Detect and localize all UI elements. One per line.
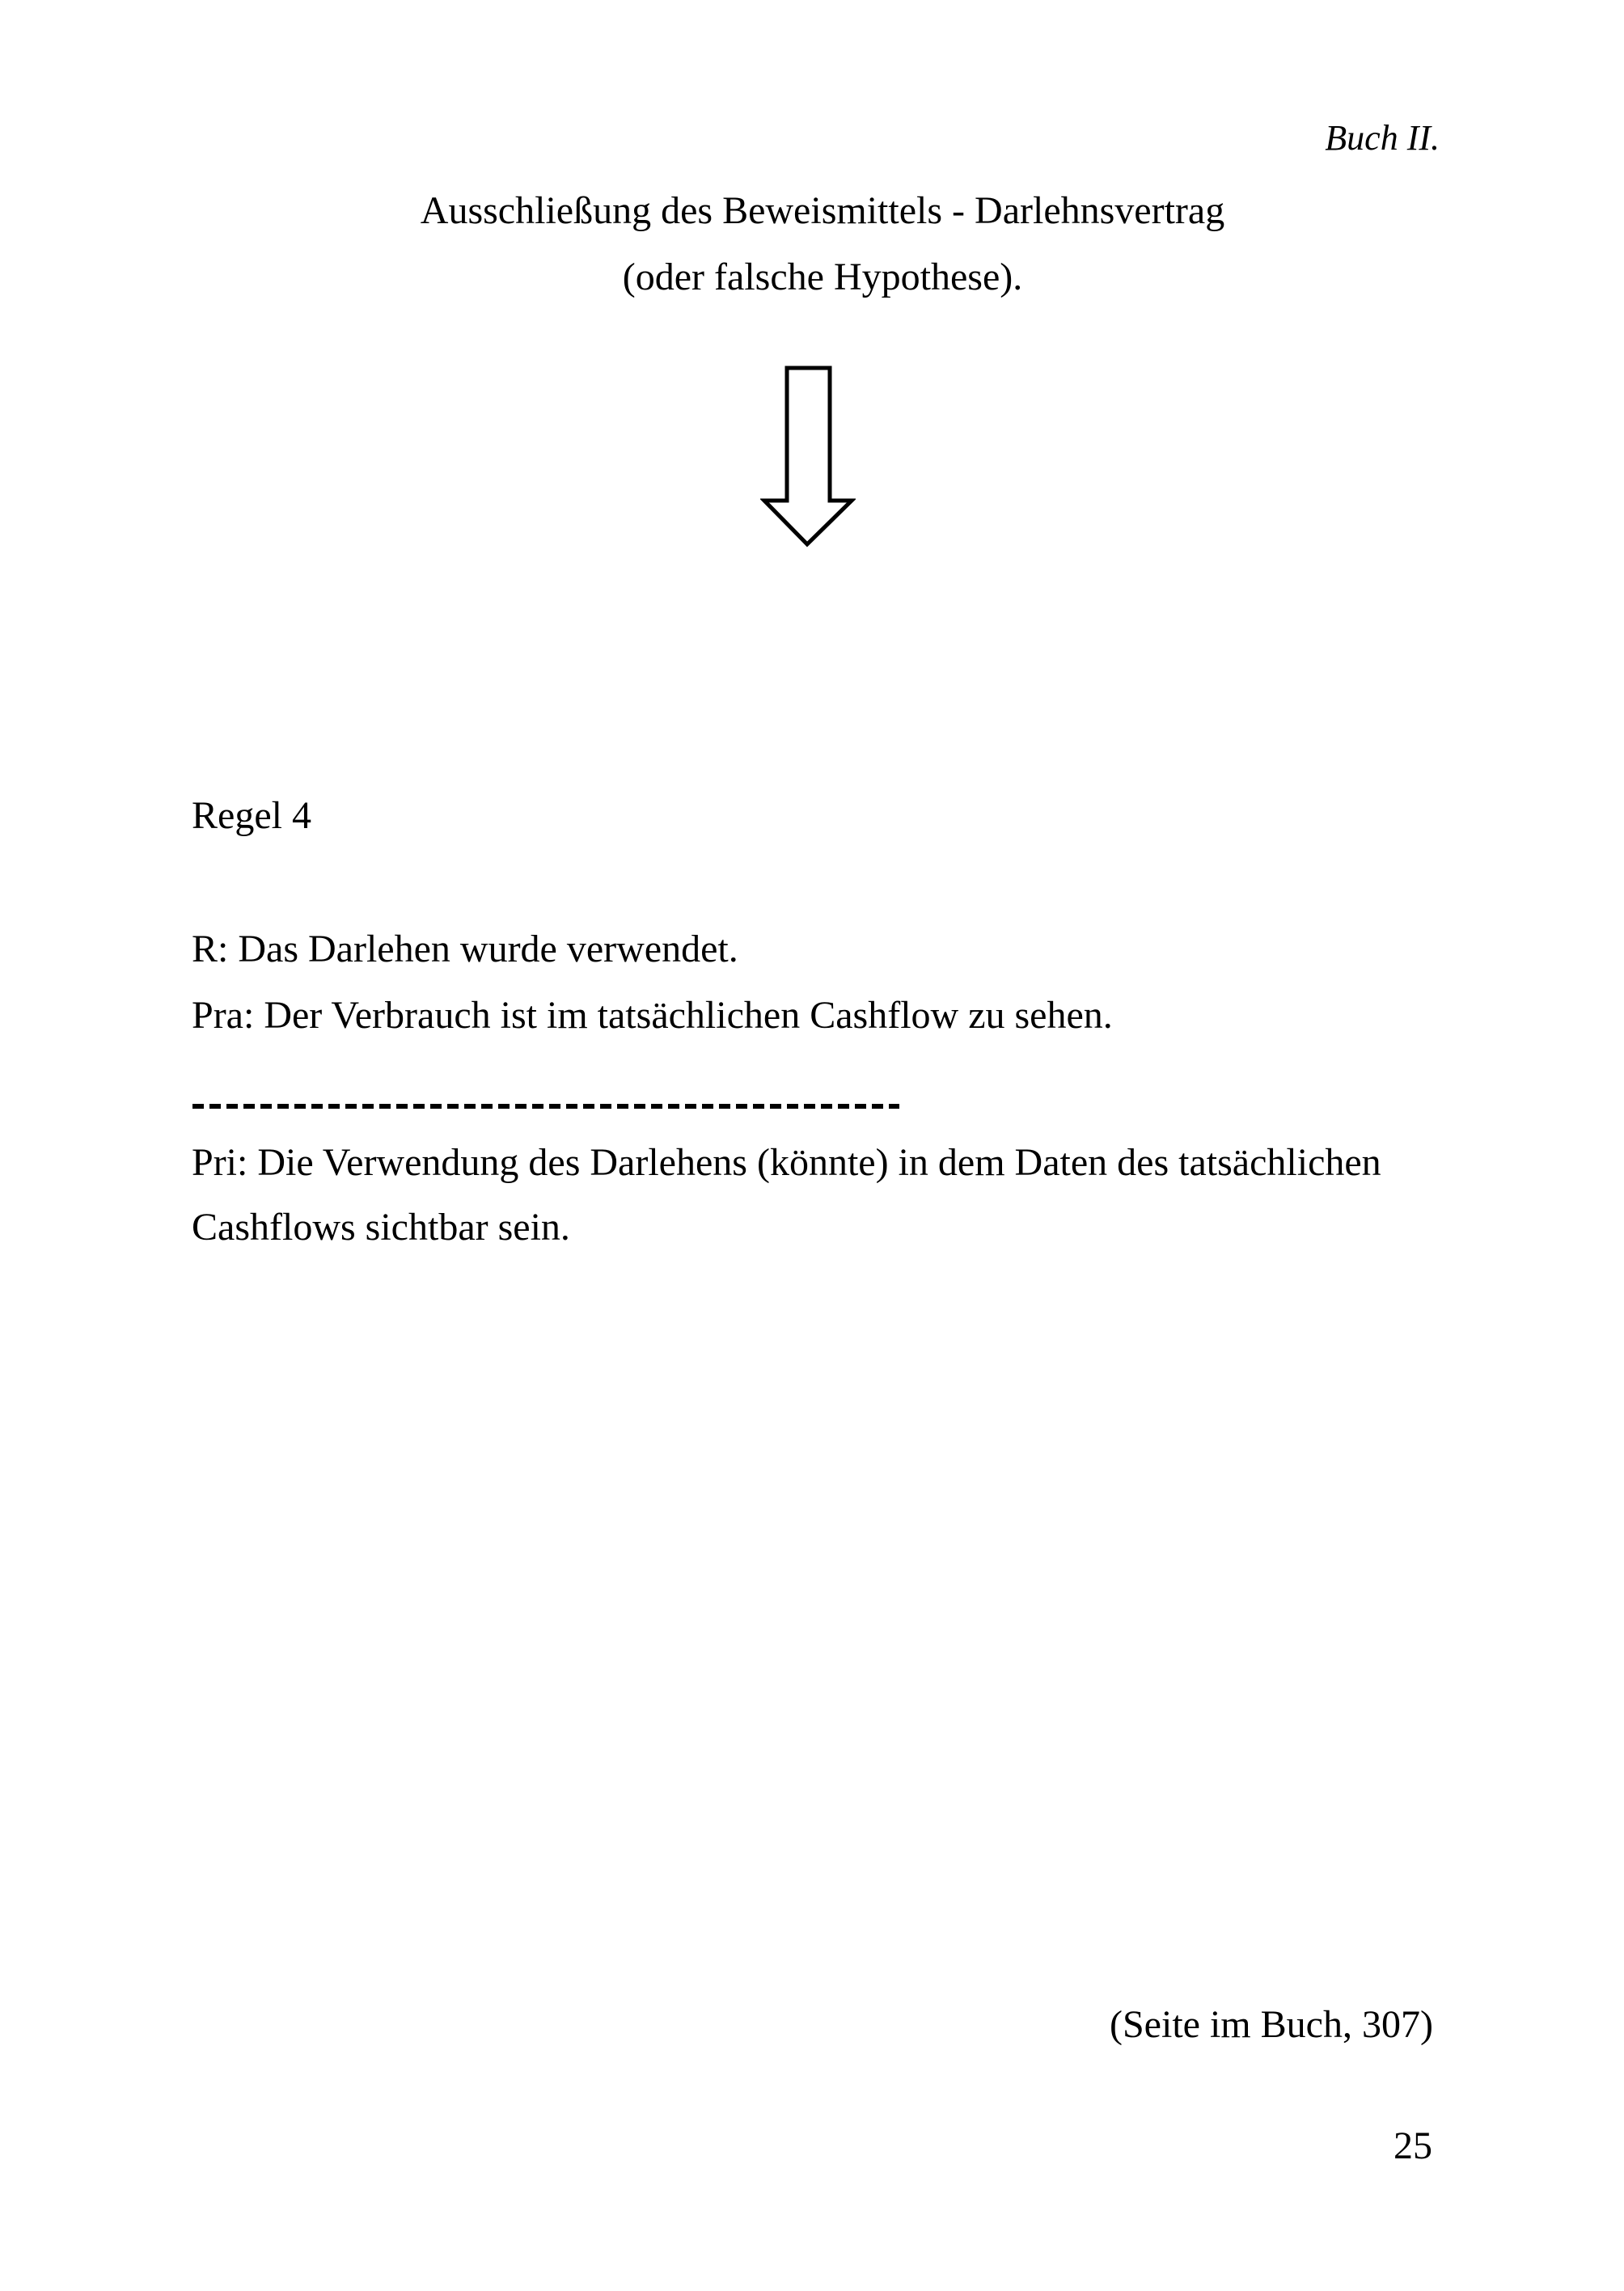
running-header-book-label: Buch II. bbox=[1325, 118, 1440, 158]
document-title-line2: (oder falsche Hypothese). bbox=[622, 256, 1023, 298]
dashed-divider-line bbox=[192, 1100, 899, 1108]
down-arrow-icon bbox=[760, 364, 856, 548]
statement-pri-line2: Cashflows sichtbar sein. bbox=[192, 1206, 570, 1249]
rule-heading: Regel 4 bbox=[192, 794, 311, 837]
document-title-line1: Ausschließung des Beweismittels - Darlehnsvertrag bbox=[420, 189, 1225, 232]
source-note: (Seite im Buch, 307) bbox=[1110, 2003, 1433, 2046]
page-number: 25 bbox=[1394, 2124, 1432, 2167]
statement-pra-line: Pra: Der Verbrauch ist im tatsächlichen Cashflow zu sehen. bbox=[192, 994, 1113, 1037]
statement-pri-paragraph bbox=[192, 1131, 1381, 1260]
statement-pri-line1: Pri: Die Verwendung des Darlehens (könnte) in dem Daten des tatsächlichen bbox=[192, 1141, 1381, 1184]
statement-r-line: R: Das Darlehen wurde verwendet. bbox=[192, 928, 738, 970]
